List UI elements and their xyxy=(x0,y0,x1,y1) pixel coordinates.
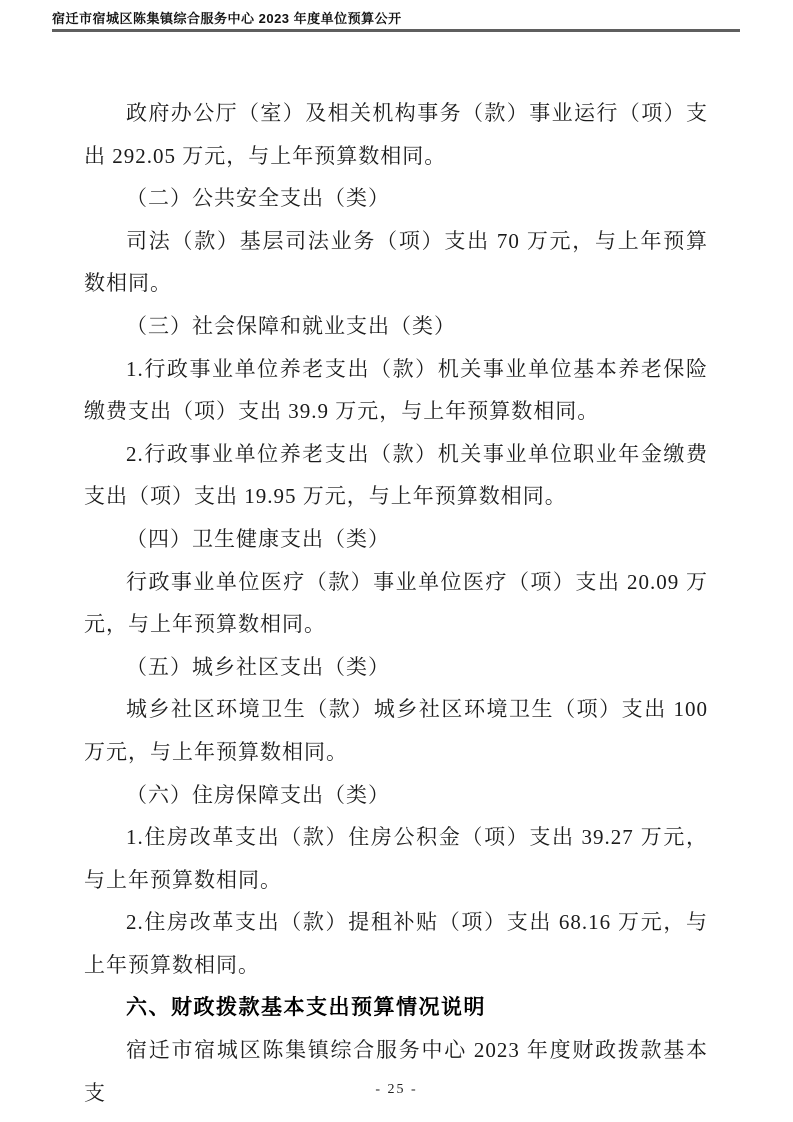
paragraph-rent-subsidy-item: 2.住房改革支出（款）提租补贴（项）支出 68.16 万元，与上年预算数相同。 xyxy=(84,910,708,977)
paragraph-justice-item: 司法（款）基层司法业务（项）支出 70 万元，与上年预算数相同。 xyxy=(84,228,708,296)
section-heading-health: （四）卫生健康支出（类） xyxy=(126,526,390,551)
section-heading-housing-security: （六）住房保障支出（类） xyxy=(126,782,390,807)
paragraph-housing-fund-item: 1.住房改革支出（款）住房公积金（项）支出 39.27 万元，与上年预算数相同。 xyxy=(84,825,708,892)
page-footer xyxy=(0,1080,793,1098)
header-title: 宿迁市宿城区陈集镇综合服务中心 2023 年度单位预算公开 xyxy=(52,11,402,26)
paragraph-pension-basic-insurance-item: 1.行政事业单位养老支出（款）机关事业单位基本养老保险缴费支出（项）支出 39.9 万元，与上年预算数相同。 xyxy=(84,356,708,424)
paragraph-pension-annuity-item: 2.行政事业单位养老支出（款）机关事业单位职业年金缴费支出（项）支出 19.95 万元，与上年预算数相同。 xyxy=(84,441,708,509)
header-rule xyxy=(52,29,740,32)
section-heading-urban-rural-community: （五）城乡社区支出（类） xyxy=(126,654,390,679)
paragraph-community-sanitation-item: 城乡社区环境卫生（款）城乡社区环境卫生（项）支出 100 万元，与上年预算数相同。 xyxy=(84,697,708,764)
document-body xyxy=(84,92,708,1114)
paragraph-general-public-services-item: 政府办公厅（室）及相关机构事务（款）事业运行（项）支出 292.05 万元，与上年预算数相同。 xyxy=(84,101,708,168)
paragraph-medical-item: 行政事业单位医疗（款）事业单位医疗（项）支出 20.09 万元，与上年预算数相同。 xyxy=(84,569,708,637)
section-heading-social-security: （三）社会保障和就业支出（类） xyxy=(126,313,456,338)
section-heading-public-safety: （二）公共安全支出（类） xyxy=(126,186,390,211)
page-header xyxy=(52,10,740,32)
section-heading-six-basic-expenditure: 六、财政拨款基本支出预算情况说明 xyxy=(126,995,486,1020)
paragraph-basic-expenditure-intro: 宿迁市宿城区陈集镇综合服务中心 2023 年度财政拨款基本支 xyxy=(84,1038,708,1105)
page-number: - 25 - xyxy=(375,1082,418,1097)
